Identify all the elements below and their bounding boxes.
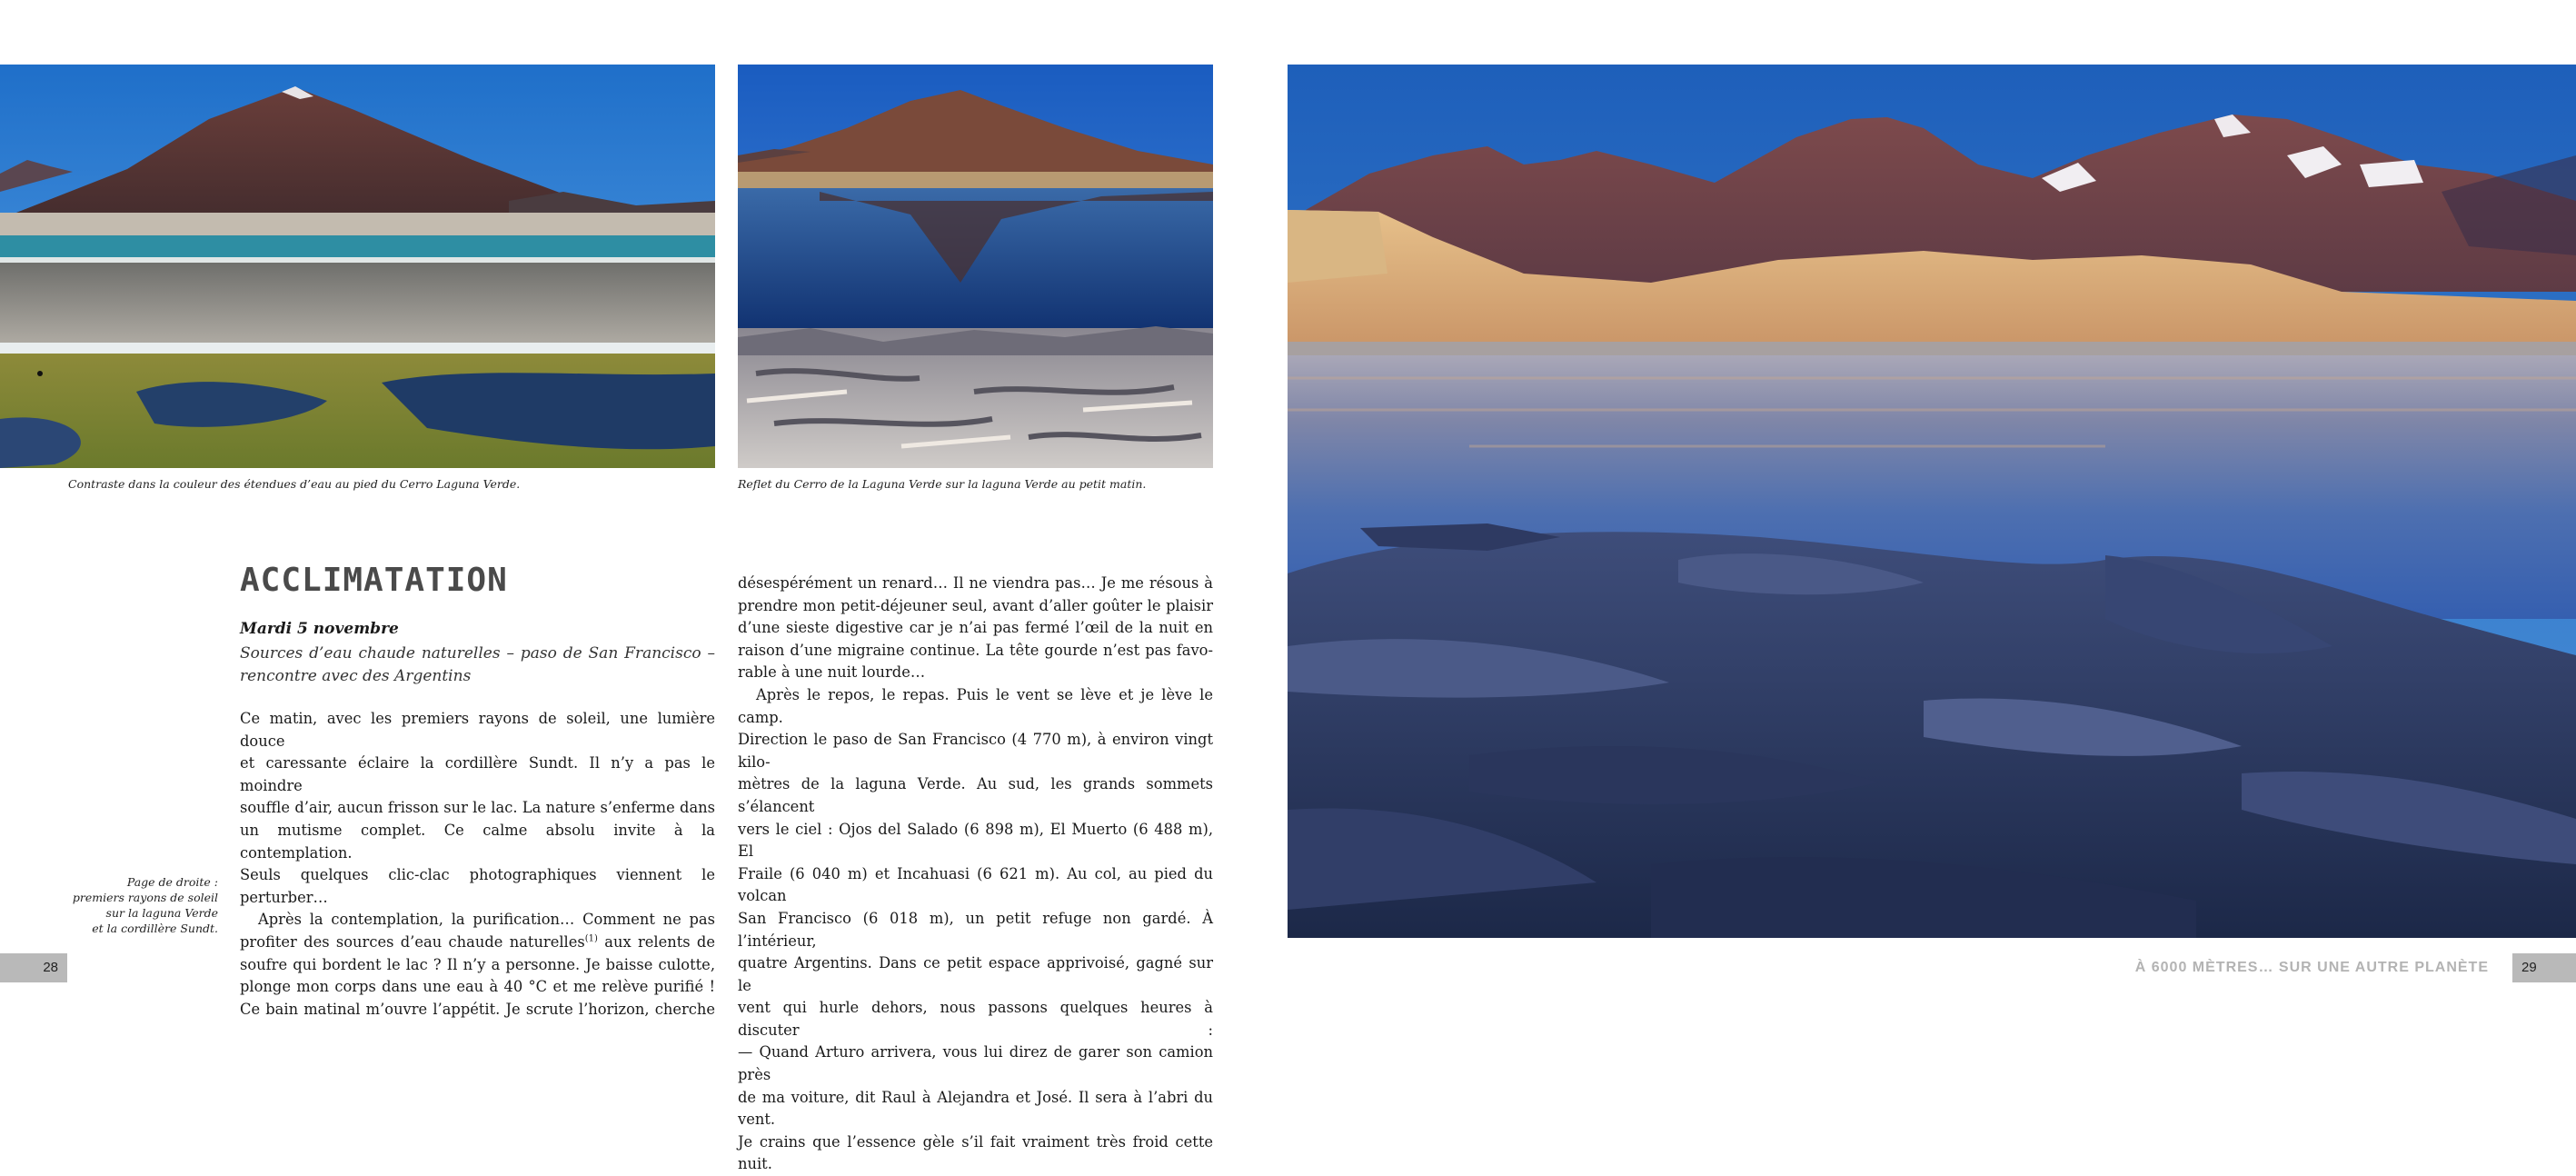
paragraph-line: Je crains que l’essence gèle s’il fait vraiment très froid cette nuit. <box>738 1132 1213 1173</box>
photo-laguna-verde-cordillera-sundt <box>1288 65 2576 938</box>
text-segment: aux relents de <box>597 932 715 951</box>
running-title: À 6000 MÈTRES… SUR UNE AUTRE PLANÈTE <box>2134 960 2489 975</box>
paragraph-line: d’une sieste digestive car je n’ai pas fermé l’œil de la nuit en <box>738 619 1213 637</box>
paragraph-line: Direction le paso de San Francisco (4 770 m), à environ vingt kilo- <box>738 731 1213 771</box>
paragraph-line: Seuls quelques clic-clac photographiques viennent le perturber… <box>240 866 715 906</box>
paragraph-line: soufre qui bordent le lac ? Il n’y a personne. Je baisse culotte, <box>240 955 715 973</box>
text-segment: profiter des sources d’eau chaude naturelles <box>240 932 585 951</box>
paragraph-line: vers le ciel : Ojos del Salado (6 898 m), El Muerto (6 488 m), El <box>738 820 1213 861</box>
paragraph-line: de ma voiture, dit Raul à Alejandra et José. Il sera à l’abri du vent. <box>738 1088 1213 1129</box>
side-note-line: Page de droite : <box>126 875 218 889</box>
side-note-line: et la cordillère Sundt. <box>92 922 218 935</box>
side-note-line: sur la laguna Verde <box>105 906 218 920</box>
photo-cerro-laguna-verde <box>0 65 715 468</box>
page-number-right: 29 <box>2512 953 2576 982</box>
paragraph-line: San Francisco (6 018 m), un petit refuge non gardé. À l’intérieur, <box>738 909 1213 950</box>
photo2-caption: Reflet du Cerro de la Laguna Verde sur la laguna Verde au petit matin. <box>738 477 1147 491</box>
paragraph-line: Ce matin, avec les premiers rayons de soleil, une lumière douce <box>240 710 715 750</box>
paragraph-line: mètres de la laguna Verde. Au sud, les grands sommets s’élancent <box>738 775 1213 815</box>
article-subtitle: Sources d’eau chaude naturelles – paso de San Francisco – rencontre avec des Argentins <box>240 644 715 685</box>
article-column-1 <box>240 708 715 1021</box>
paragraph-line: et caressante éclaire la cordillère Sundt. Il n’y a pas le moindre <box>240 754 715 794</box>
paragraph-line: Après la contemplation, la purification… Comment ne pas <box>258 911 715 929</box>
paragraph-line-with-footnote <box>240 932 715 954</box>
photo-cerro-reflection <box>738 65 1213 468</box>
paragraph-line: — Quand Arturo arrivera, vous lui direz de garer son camion près <box>738 1043 1213 1084</box>
side-note <box>73 874 218 936</box>
footnote-reference[interactable]: (1) <box>584 933 598 944</box>
paragraph-line: un mutisme complet. Ce calme absolu invite à la contemplation. <box>240 821 715 862</box>
paragraph-line: raison d’une migraine continue. La tête gourde n’est pas favo- <box>738 641 1213 659</box>
article-column-2 <box>738 573 1213 1176</box>
article-date: Mardi 5 novembre <box>240 620 399 638</box>
paragraph-line: Après le repos, le repas. Puis le vent se lève et je lève le camp. <box>738 685 1213 726</box>
paragraph-line: Fraile (6 040 m) et Incahuasi (6 621 m). Au col, au pied du volcan <box>738 864 1213 905</box>
paragraph-line: vent qui hurle dehors, nous passons quelques heures à discuter : <box>738 999 1213 1039</box>
paragraph-line: plonge mon corps dans une eau à 40 °C et me relève purifié ! <box>240 978 715 996</box>
page-number-left: 28 <box>0 953 67 982</box>
paragraph-line: quatre Argentins. Dans ce petit espace apprivoisé, gagné sur le <box>738 954 1213 994</box>
paragraph-line: prendre mon petit-déjeuner seul, avant d’aller goûter le plaisir <box>738 596 1213 614</box>
paragraph-line: désespérément un renard… Il ne viendra pas… Je me résous à <box>738 574 1213 592</box>
paragraph-line: rable à une nuit lourde… <box>738 663 926 682</box>
article-heading: ACCLIMATATION <box>240 562 508 599</box>
paragraph-line: souffle d’air, aucun frisson sur le lac. La nature s’enferme dans <box>240 799 715 817</box>
paragraph-line: Ce bain matinal m’ouvre l’appétit. Je scrute l’horizon, cherche <box>240 1000 715 1018</box>
side-note-line: premiers rayons de soleil <box>72 891 218 904</box>
photo1-caption: Contraste dans la couleur des étendues d’eau au pied du Cerro Laguna Verde. <box>68 477 521 491</box>
